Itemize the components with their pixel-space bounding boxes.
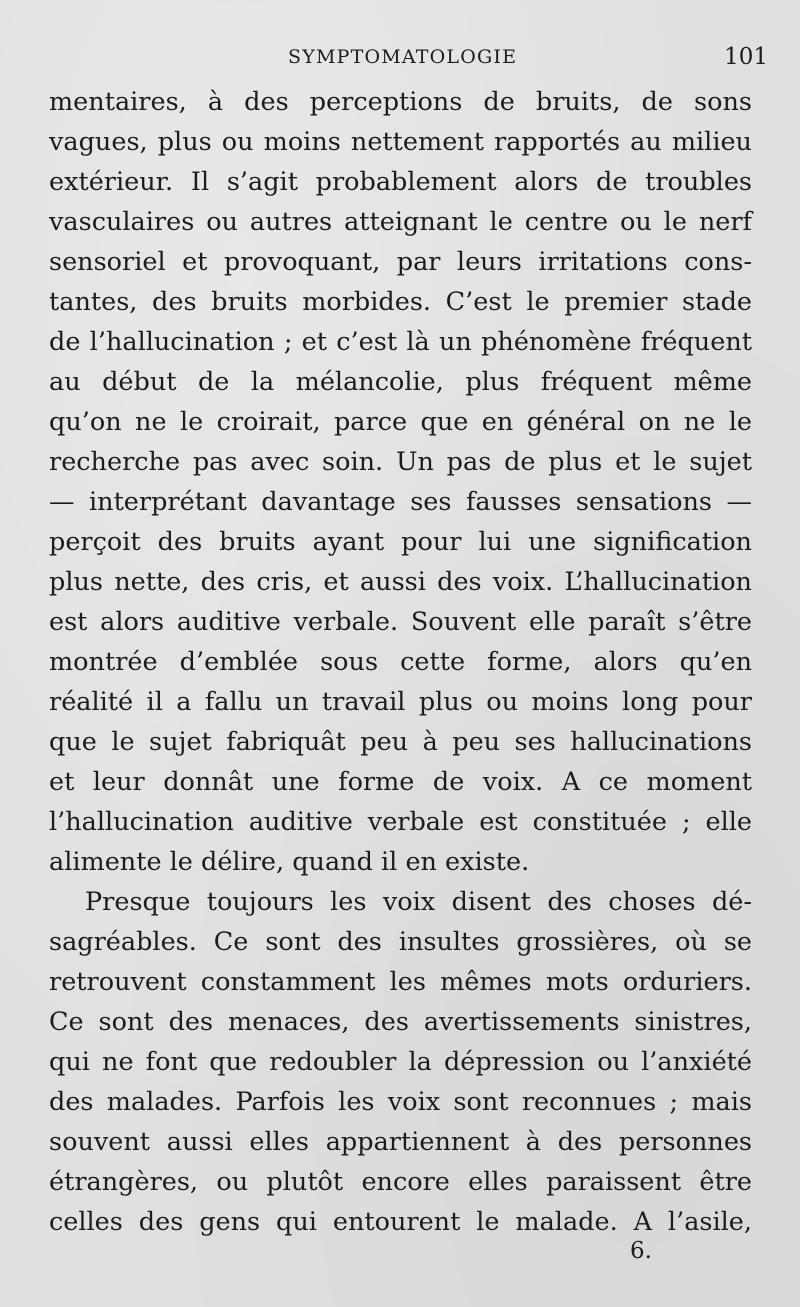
text-line: celles des gens qui entourent le malade. A l’asile, [49, 1207, 752, 1237]
text-line: au début de la mélancolie, plus fréquent même [49, 367, 752, 397]
text-line: et leur donnât une forme de voix. A ce moment [49, 767, 752, 797]
text-line: qu’on ne le croirait, parce que en général on ne le [49, 407, 752, 437]
text-line: des malades. Parfois les voix sont reconnues ; mais [49, 1087, 752, 1117]
text-line: sagréables. Ce sont des insultes grossières, où se [49, 927, 752, 957]
text-line: l’hallucination auditive verbale est constituée ; elle [49, 807, 752, 837]
signature-mark: 6. [630, 1238, 652, 1264]
text-line: plus nette, des cris, et aussi des voix. L’hallucination [49, 567, 752, 597]
text-line: retrouvent constamment les mêmes mots orduriers. [49, 967, 752, 997]
text-line: vagues, plus ou moins nettement rapportés au milieu [49, 127, 752, 157]
text-line: Ce sont des menaces, des avertissements sinistres, [49, 1007, 752, 1037]
text-line: tantes, des bruits morbides. C’est le premier stade [49, 287, 752, 317]
text-line: vasculaires ou autres atteignant le centre ou le nerf [49, 207, 752, 237]
running-title: SYMPTOMATOLOGIE [288, 46, 518, 68]
text-line: extérieur. Il s’agit probablement alors de troubles [49, 167, 752, 197]
text-line: recherche pas avec soin. Un pas de plus et le sujet [49, 447, 752, 477]
text-line: mentaires, à des perceptions de bruits, de sons [49, 87, 752, 117]
page-number: 101 [724, 44, 768, 70]
text-line: que le sujet fabriquât peu à peu ses hallucinations [49, 727, 752, 757]
text-line: perçoit des bruits ayant pour lui une signification [49, 527, 752, 557]
text-line: — interprétant davantage ses fausses sensations — [49, 487, 752, 517]
text-line: de l’hallucination ; et c’est là un phénomène fréquent [49, 327, 752, 357]
paragraph [49, 882, 752, 1242]
text-line: montrée d’emblée sous cette forme, alors qu’en [49, 647, 752, 677]
text-line: est alors auditive verbale. Souvent elle paraît s’être [49, 607, 752, 637]
text-line: sensoriel et provoquant, par leurs irritations cons- [49, 247, 752, 277]
text-line: qui ne font que redoubler la dépression ou l’anxiété [49, 1047, 752, 1077]
running-head [48, 44, 768, 74]
text-line: Presque toujours les voix disent des choses dé- [85, 887, 752, 917]
paragraph [49, 82, 752, 882]
body-text [49, 82, 752, 1242]
text-line: souvent aussi elles appartiennent à des personnes [49, 1127, 752, 1157]
text-line: alimente le délire, quand il en existe. [49, 847, 530, 877]
text-line: réalité il a fallu un travail plus ou moins long pour [49, 687, 752, 717]
text-line: étrangères, ou plutôt encore elles paraissent être [49, 1167, 752, 1197]
